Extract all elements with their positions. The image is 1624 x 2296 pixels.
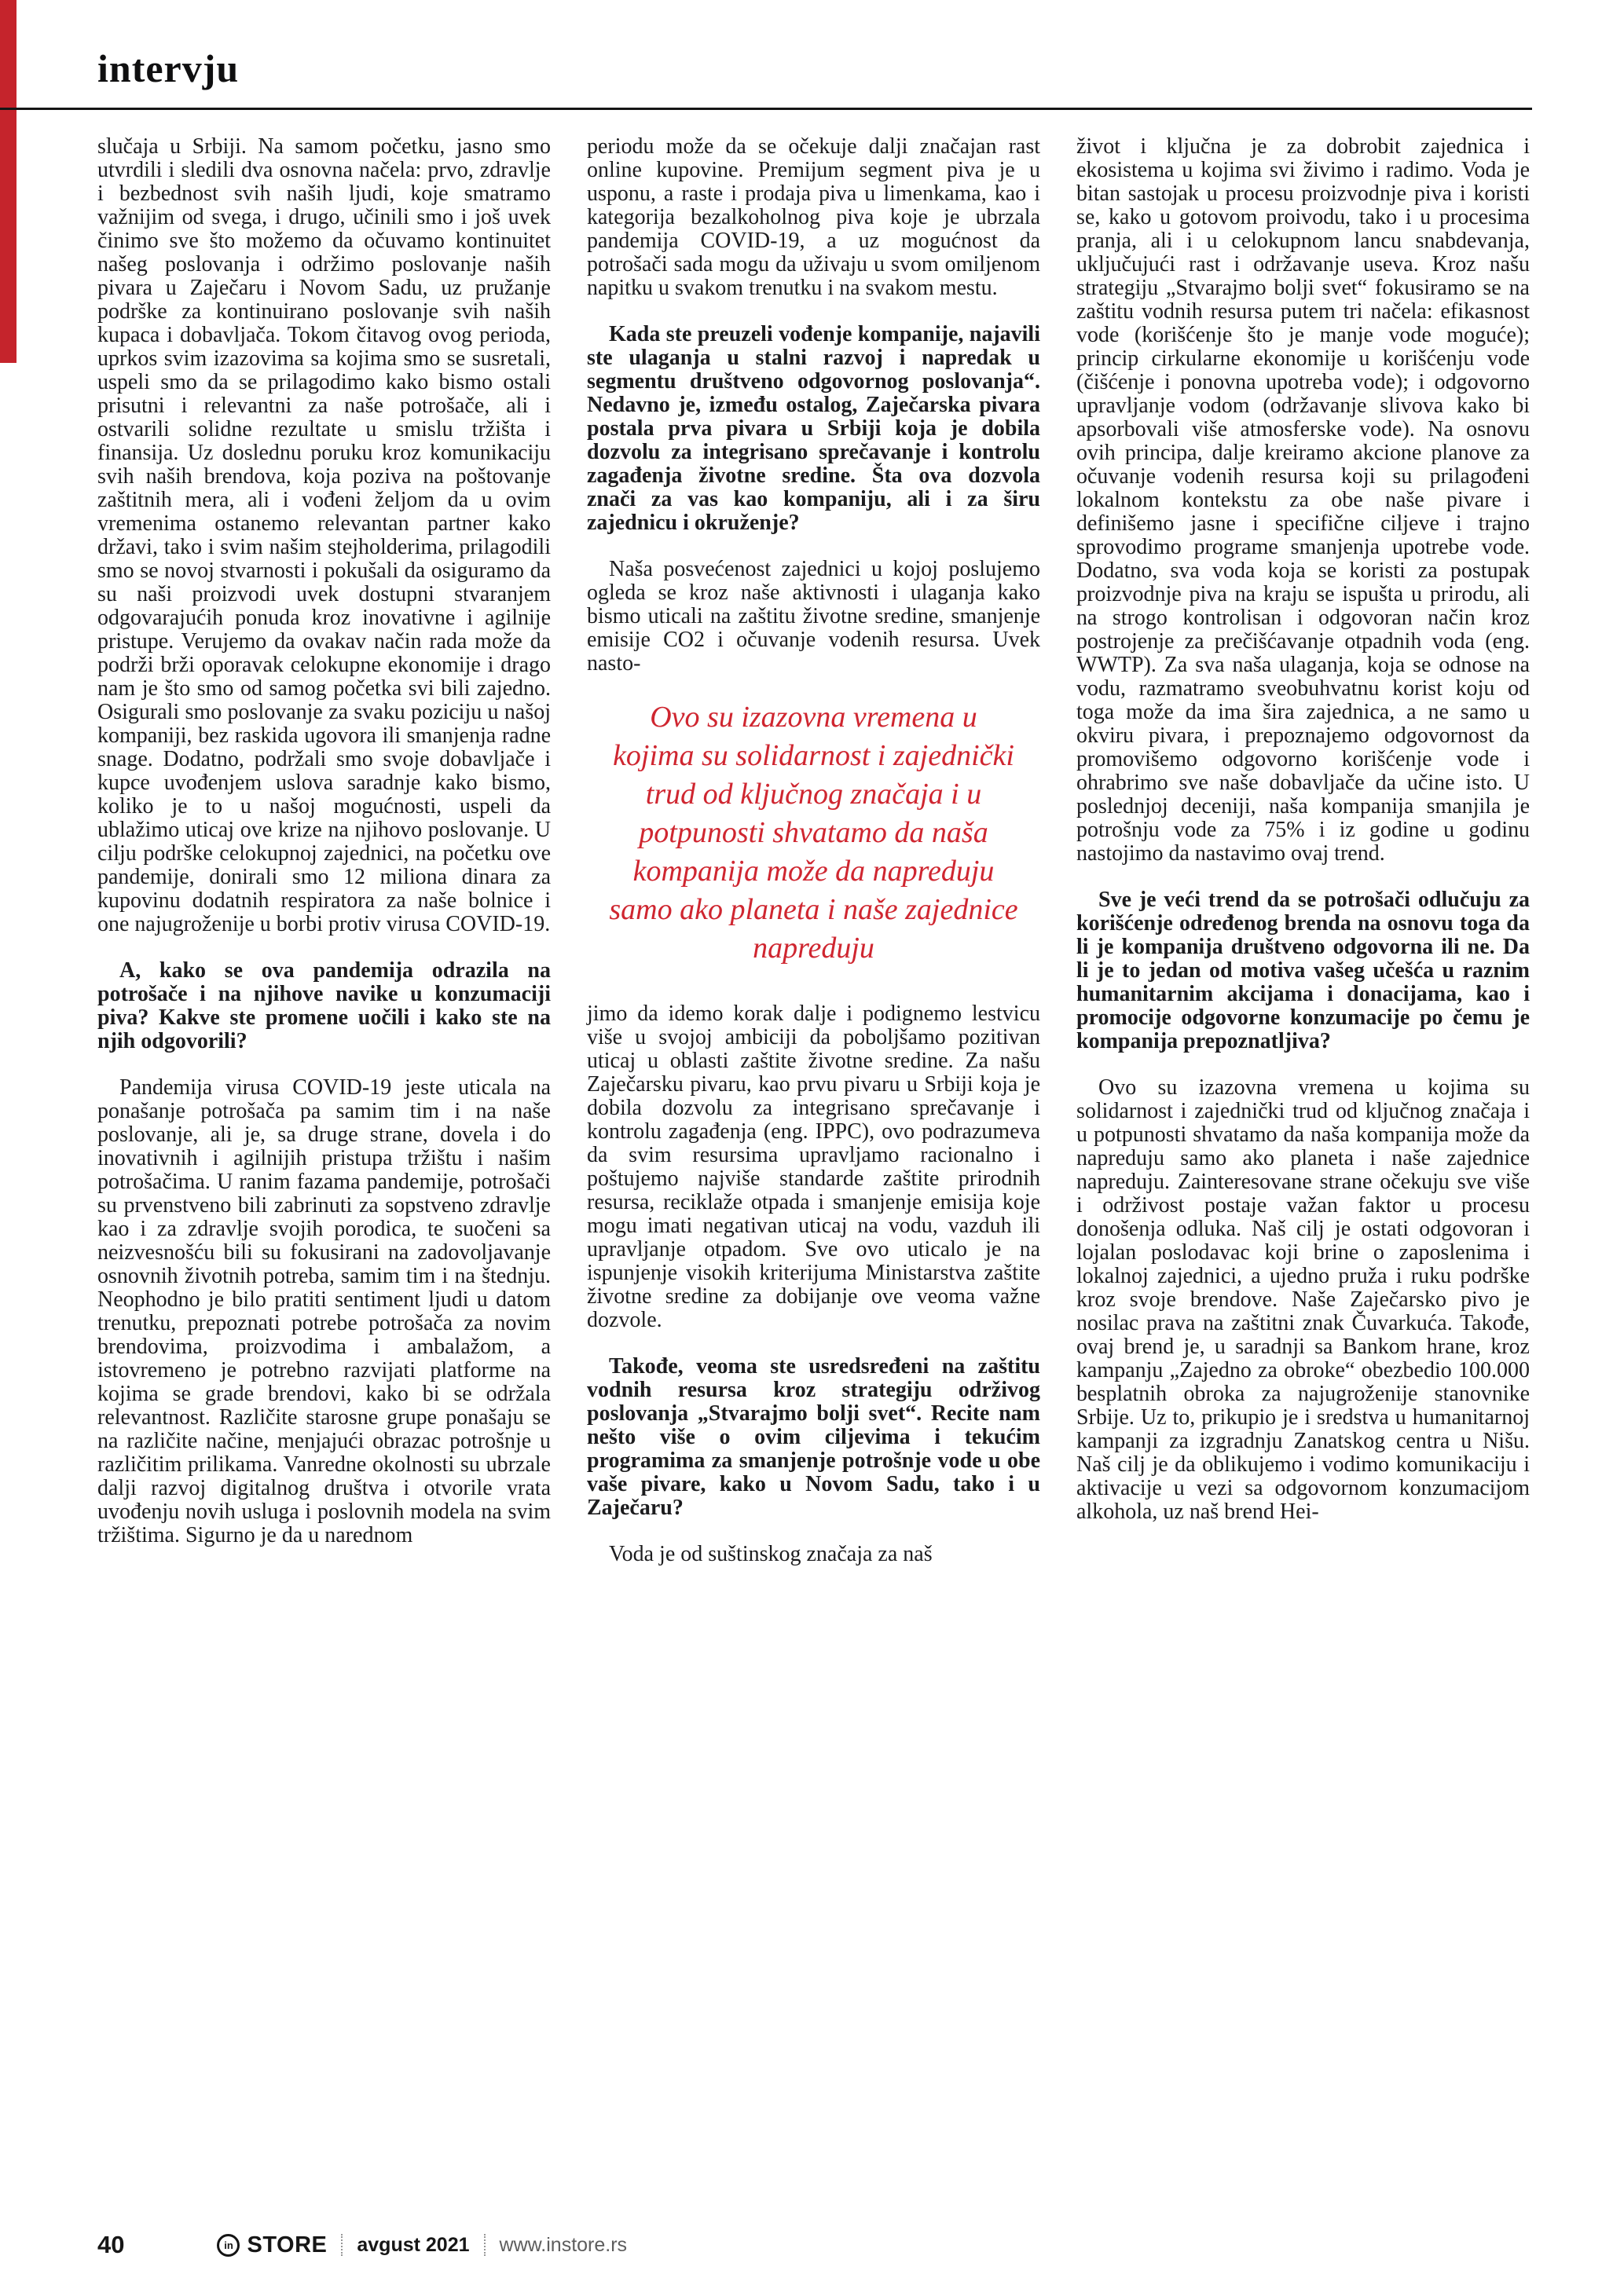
footer-divider xyxy=(341,2234,343,2256)
article-column-2 xyxy=(587,135,1040,1566)
accent-bleed-bar xyxy=(0,0,16,363)
pull-quote: Ovo su izazovna vremena u kojima su solidarnost i zajednički trud od ključnog značaja i u potpunosti shvatamo da naša kompanija može da napreduju samo ako planeta i naše zajednice napreduju xyxy=(609,701,1018,965)
brand-name: STORE xyxy=(247,2232,328,2258)
page-footer xyxy=(97,2229,1531,2261)
footer-divider xyxy=(484,2234,486,2256)
brand-logo xyxy=(217,2232,327,2258)
article-column-1 xyxy=(97,135,551,1566)
website-url: www.instore.rs xyxy=(499,2233,628,2256)
article-body xyxy=(97,135,1531,1566)
question-paragraph: Takođe, veoma ste usredsređeni na zaštitu vodnih resursa kroz strategiju održivog poslovanja „Stvarajmo bolji svet“. Recite nam nešto više o ovim ciljevima i tekućim programima za smanjenje potrošnje vode u obe vaše pivare, kako u Novom Sadu, tako i u Zaječaru? xyxy=(587,1354,1040,1520)
instore-logo-icon: in xyxy=(217,2234,240,2257)
masthead-rule xyxy=(0,108,1532,110)
question-paragraph: Sve je veći trend da se potrošači odlučuju za korišćenje određenog brenda na osnovu toga da li je kompanija društveno odgovorna ili ne. Da li je to jedan od motiva vašeg učešća u raznim humanitarnim akcijama i donacijama, kao i promocije odgovorne konzumacije po čemu je kompanija prepoznatljiva? xyxy=(1076,888,1530,1053)
body-paragraph: Pandemija virusa COVID-19 jeste uticala na ponašanje potrošača pa samim tim i na naše poslovanje, ali je, sa druge strane, dovela i do inovativnih i agilnijih pristupa tržištu i našim potrošačima. U ranim fazama pandemije, potrošači su prvenstveno bili zabrinuti za sopstveno zdravlje kao i za zdravlje svojih porodica, te suočeni sa neizvesnošću bili su fokusirani na zadovoljavanje osnovnih životnih potreba, samim tim i na štednju. Neophodno je bilo pratiti sentiment ljudi u datom trenutku, prepoznati potrebe potrošača za novim brendovima, proizvodima i ambalažom, a istovremeno je potrebno razvijati platforme na kojima se grade brendovi, kako bi se održala relevantnost. Različite starosne grupe ponašaju se na različite načine, menjajući obrazac potrošnje u različitim prilikama. Vanredne okolnosti su ubrzale dalji razvoj digitalnog društva i otvorile vrata uvođenju novih usluga i poslovnih modela na svim tržištima. Sigurno je da u narednom xyxy=(97,1075,551,1547)
body-paragraph: život i ključna je za dobrobit zajednica i ekosistema u kojima svi živimo i radimo. Voda je bitan sastojak u procesu proizvodnje piva i koristi se, kako u gotovom proivodu, tako i u procesima pranja, ali i u celokupnom lancu snabdevanja, uključujući rast i održavanje useva. Kroz našu strategiju „Stvarajmo bolji svet“ fokusiramo se na zaštitu vodnih resursa putem tri načela: efikasnost vode (korišćenje što je manje vode moguće); princip cirkularne ekonomije u korišćenju vode (čišćenje i ponovna upotreba vode); i odgovorno upravljanje vodom (održavanje slivova kako bi apsorbovali više atmosferske vode). Na osnovu ovih principa, dalje kreiramo akcione planove za očuvanje vodenih resursa koji su prilagođeni lokalnom kontekstu za obe naše pivare i definišemo jasne i specifične ciljeve i trajno sprovodimo programe smanjenja upotrebe vode. Dodatno, sva voda koja se koristi za postupak proizvodnje piva na kraju se ispušta u prirodu, ali na strogo kontrolisan i odgovoran način kroz postrojenje za prečišćavanje otpadnih voda (eng. WWTP). Za sva naša ulaganja, koja se odnose na vodu, razmatramo sveobuhvatnu korist koju od toga može da ima šira zajednica, a ne samo u okviru pivara, i prepoznajemo odgovornost da promovišemo odgovorno korišćenje vode i ohrabrimo sve naše dobavljače da učine isto. U poslednjoj deceniji, naša kompanija smanjila je potrošnju vode za 75% i iz godine u godinu nastojimo da nastavimo ovaj trend. xyxy=(1076,134,1530,866)
body-paragraph: Voda je od suštinskog značaja za naš xyxy=(609,1542,933,1566)
body-paragraph: jimo da idemo korak dalje i podignemo lestvicu više u svojoj ambiciji da poboljšamo pozitivan uticaj u oblasti zaštite životne sredine. Za našu Zaječarsku pivaru, kao prvu pivaru u Srbiji koja je dobila dozvolu za integrisano sprečavanje i kontrolu zagađenja (eng. IPPC), ovo podrazumeva da svim resursima upravljamo racionalno i poštujemo najviše standarde zaštite prirodnih resursa, reciklaže otpada i smanjenje emisija koje mogu imati negativan uticaj na vodu, vazduh ili upravljanje otpadom. Sve ovo uticalo je na ispunjenje visokih kriterijuma Ministarstva zaštite životne sredine za dobijanje ove veoma važne dozvole. xyxy=(587,1002,1040,1332)
page-number: 40 xyxy=(97,2231,125,2258)
article-column-3 xyxy=(1076,135,1530,1566)
question-paragraph: A, kako se ova pandemija odrazila na potrošače i na njihove navike u konzumaciji piva? Kakve ste promene uočili i kako ste na njih odgovorili? xyxy=(97,958,551,1053)
body-paragraph: Ovo su izazovna vremena u kojima su solidarnost i zajednički trud od ključnog značaja i u potpunosti shvatamo da naša kompanija može da napreduju samo ako planeta i naše zajednice napreduju. Zainteresovane strane očekuju sve više i održivost postaje važan faktor u procesu donošenja odluka. Naš cilj je ostati odgovoran i lojalan poslodavac koji brine o zaposlenima i lokalnoj zajednici, a ujedno pruža i ruku podrške kroz svoje brendove. Naše Zaječarsko pivo je nosilac prava na zaštitni znak Čuvarkuća. Takođe, ovaj brend je, u saradnji sa Bankom hrane, kroz kampanju „Zajedno za obroke“ obezbedio 100.000 besplatnih obroka za najugroženije stanovnike Srbije. Uz to, prikupio je i sredstva u humanitarnoj kampanji za izgradnju Zanatskog centra u Nišu. Naš cilj je da oblikujemo i vodimo komunikaciju i aktivacije u vezi sa odgovornom konzumacijom alkohola, uz naš brend Hei- xyxy=(1076,1075,1530,1524)
body-paragraph: periodu može da se očekuje dalji značajan rast online kupovine. Premijum segment piva je u usponu, a raste i prodaja piva u limenkama, kao i kategorija bezalkoholnog piva koje je ubrzala pandemija COVID-19, a uz mogućnost da potrošači sada mogu da uživaju u svom omiljenom napitku u svakom trenutku i na svakom mestu. xyxy=(587,134,1040,300)
section-label: intervju xyxy=(97,46,240,90)
body-paragraph: Naša posvećenost zajednici u kojoj poslujemo ogleda se kroz naše aktivnosti i ulaganja kako bismo uticali na zaštitu životne sredine, smanjenje emisije CO2 i očuvanje vodenih resursa. Uvek nasto- xyxy=(587,557,1040,676)
question-paragraph: Kada ste preuzeli vođenje kompanije, najavili ste ulaganja u stalni razvoj i napredak u segmentu društveno odgovornog poslovanja“. Nedavno je, između ostalog, Zaječarska pivara postala prva pivara u Srbiji koja je dobila dozvolu za integrisano sprečavanje i kontrolu zagađenja životne sredine. Šta ova dozvola znači za vas kao kompaniju, ali i za širu zajednicu i okruženje? xyxy=(587,322,1040,535)
body-paragraph: slučaja u Srbiji. Na samom početku, jasno smo utvrdili i sledili dva osnovna načela: prvo, zdravlje i bezbednost svih naših ljudi, koje smatramo važnijim od svega, i drugo, učinili smo i još uvek činimo sve što možemo da očuvamo kontinuitet našeg poslovanja i održimo poslovanje naših pivara u Zaječaru i Novom Sadu, uz pružanje podrške za kontinuirano poslovanje svih naših kupaca i dobavljača. Tokom čitavog ovog perioda, uprkos svim izazovima sa kojima smo se susretali, uspeli smo da se prilagodimo kako bismo ostali prisutni i relevantni za naše potrošače, ali i ostvarili solidne rezultate u smislu tržišta i finansija. Uz doslednu poruku kroz komunikaciju svih naših brendova, koja poziva na poštovanje zaštitnih mera, ali i vođeni željom da u ovim vremenima ostanemo relevantan partner kako državi, tako i svim našim stejholderima, prilagodili smo se novoj stvarnosti i pokušali da osiguramo da su naši proizvodi uvek dostupni stvaranjem odgovarajućih ponuda kroz inovativne i agilnije pristupe. Verujemo da ovakav način rada može da podrži brži oporavak celokupne ekonomije i drago nam je što smo od samog početka svi bili zajedno. Osigurali smo poslovanje za svaku poziciju u našoj kompaniji, bez raskida ugovora ili smanjenja radne snage. Dodatno, podržali smo svoje dobavljače i kupce uvođenjem uslova saradnje kako bismo, koliko je to u našoj mogućnosti, uspeli da ublažimo uticaj ove krize na njihovo poslovanje. U cilju podrške celokupnoj zajednici, na početku ove pandemije, donirali smo 12 miliona dinara za kupovinu dodatnih respiratora za naše bolnice i one najugroženije u borbi protiv virusa COVID-19. xyxy=(97,134,551,936)
issue-date: avgust 2021 xyxy=(357,2233,470,2256)
